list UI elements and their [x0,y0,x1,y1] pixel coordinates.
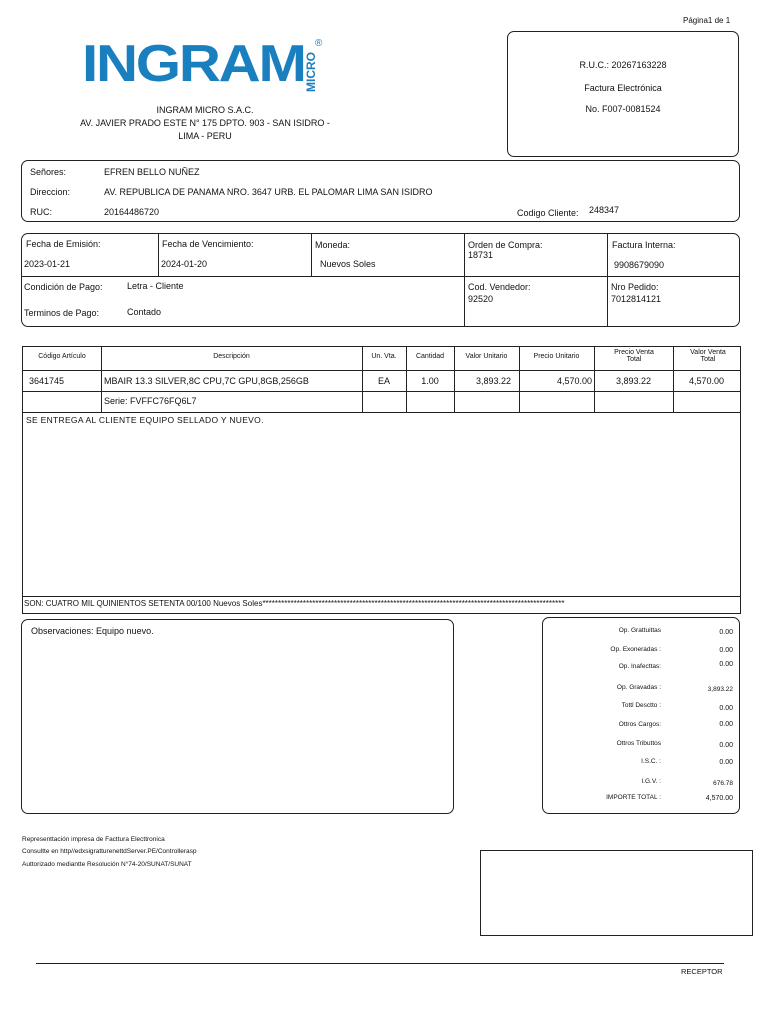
orden-compra-label: Orden de Compra: [468,240,543,250]
total-value-2: 0.00 [719,661,733,668]
total-label-5: Ottros Cargos: [618,721,661,728]
invoice-info-box [21,233,740,327]
row-valor-unitario: 3,893.22 [475,376,511,386]
totals-box [542,617,740,814]
total-label-2: Op. Inafecttas: [618,663,661,670]
document-id-box [507,31,739,157]
vencimiento-label: Fecha de Vencimiento: [162,239,254,249]
vendedor-value: 92520 [468,294,494,304]
total-label-8: I.G.V. : [641,778,661,785]
logo-main-text: INGRAM [82,35,305,93]
condicion-value: Letra - Cliente [127,281,184,291]
pedido-value: 7012814121 [611,294,662,304]
signature-line [36,963,724,964]
footer-line3: Auttorizado mediantte Resolución N°74-20/SUNAT/SUNAT [22,861,192,868]
logo-registered-mark: ® [315,38,323,49]
total-label-3: Op. Gravadas : [616,684,661,691]
orden-compra-value: 18731 [468,250,494,260]
senores-label: Señores: [30,167,67,177]
total-value-3: 3,893.22 [707,686,733,693]
emision-value: 2023-01-21 [24,259,71,269]
total-value-6: 0.00 [719,742,733,749]
moneda-value: Nuevos Soles [320,259,376,269]
row-valor-venta-total: 4,570.00 [688,376,725,386]
total-label-0: Op. Grattuittas [618,627,661,634]
factura-interna-label: Factura Interna: [612,240,676,250]
total-label-7: I.S.C. : [641,758,661,765]
footer-line1: Representtación impresa de Facttura Electtronica [22,836,165,843]
direccion-label: Direccion: [30,187,71,197]
direccion-value: AV. REPUBLICA DE PANAMA NRO. 3647 URB. EL PALOMAR LIMA SAN ISIDRO [104,187,433,197]
header-descripcion: Descripción [213,353,250,360]
doc-type: Factura Electrónica [584,83,662,93]
receptor-label: RECEPTOR [681,967,723,976]
header-precio-unitario: Precio Unitario [533,353,580,360]
pedido-label: Nro Pedido: [611,282,659,292]
company-address-line1: AV. JAVIER PRADO ESTE N° 175 DPTO. 903 - SAN ISIDRO - [80,118,330,128]
total-value-8: 676.78 [713,780,733,787]
condicion-label: Condición de Pago: [24,282,103,292]
row-codigo: 3641745 [29,376,65,386]
stamp-box [480,850,753,936]
terminos-label: Terminos de Pago: [24,308,100,318]
observaciones-text: Observaciones: Equipo nuevo. [31,626,154,636]
total-label-1: Op. Exoneradas : [610,646,661,653]
company-address-line2: LIMA - PERU [178,131,232,141]
ruc-value: 20164486720 [104,207,160,217]
vencimiento-value: 2024-01-20 [161,259,208,269]
vendedor-label: Cod. Vendedor: [468,282,531,292]
senores-value: EFREN BELLO NUÑEZ [104,167,200,177]
header-precio-venta-total: Precio Venta Total [614,349,654,364]
total-label-9: IMPORTE TOTAL : [606,794,661,801]
client-code-value: 248347 [589,205,620,215]
header-codigo: Código Artículo [38,353,86,360]
row-precio-unitario: 4,570.00 [556,376,592,386]
header-unidad: Un. Vta. [371,353,397,360]
terminos-value: Contado [127,307,162,317]
total-value-9: 4,570.00 [705,795,733,802]
total-label-4: Tottl Desctto : [621,702,661,709]
footer-line2: Consultte en http//edxsigratturenettdServer.PE/Controllerasp [22,848,197,855]
amount-in-words: SON: CUATRO MIL QUINIENTOS SETENTA 00/100 Nuevos Soles************************************************************************************************* [24,600,565,608]
row-cantidad: 1.00 [421,376,439,386]
doc-ruc: R.U.C.: 20267163228 [579,60,667,70]
total-value-0: 0.00 [719,629,733,636]
header-cantidad: Cantidad [415,353,445,360]
total-label-6: Ottros Tributtos [616,740,661,747]
total-value-1: 0.00 [719,647,733,654]
factura-interna-value: 9908679090 [614,260,665,270]
total-value-5: 0.00 [719,721,733,728]
page-info: Página1 de 1 [683,16,731,25]
header-valor-venta-total: Valor Venta Total [690,349,726,364]
ruc-label: RUC: [30,207,52,217]
company-name: INGRAM MICRO S.A.C. [156,105,254,115]
observaciones-box [21,619,454,814]
client-code-label: Codigo Cliente: [517,208,579,218]
delivery-note: SE ENTREGA AL CLIENTE EQUIPO SELLADO Y NUEVO. [26,415,264,425]
total-value-4: 0.00 [719,705,733,712]
total-value-7: 0.00 [719,759,733,766]
emision-label: Fecha de Emisión: [26,239,101,249]
customer-box [21,160,740,222]
doc-number: No. F007-0081524 [585,104,661,114]
row-serie: Serie: FVFFC76FQ6L7 [104,396,197,406]
header-valor-unitario: Valor Unitario [465,353,508,360]
moneda-label: Moneda: [315,240,351,250]
row-descripcion: MBAIR 13.3 SILVER,8C CPU,7C GPU,8GB,256GB [104,376,309,386]
row-precio-venta-total: 3,893.22 [615,376,652,386]
logo-micro-text: MICRO [304,52,318,92]
row-unidad: EA [377,376,390,386]
items-table [22,346,741,614]
